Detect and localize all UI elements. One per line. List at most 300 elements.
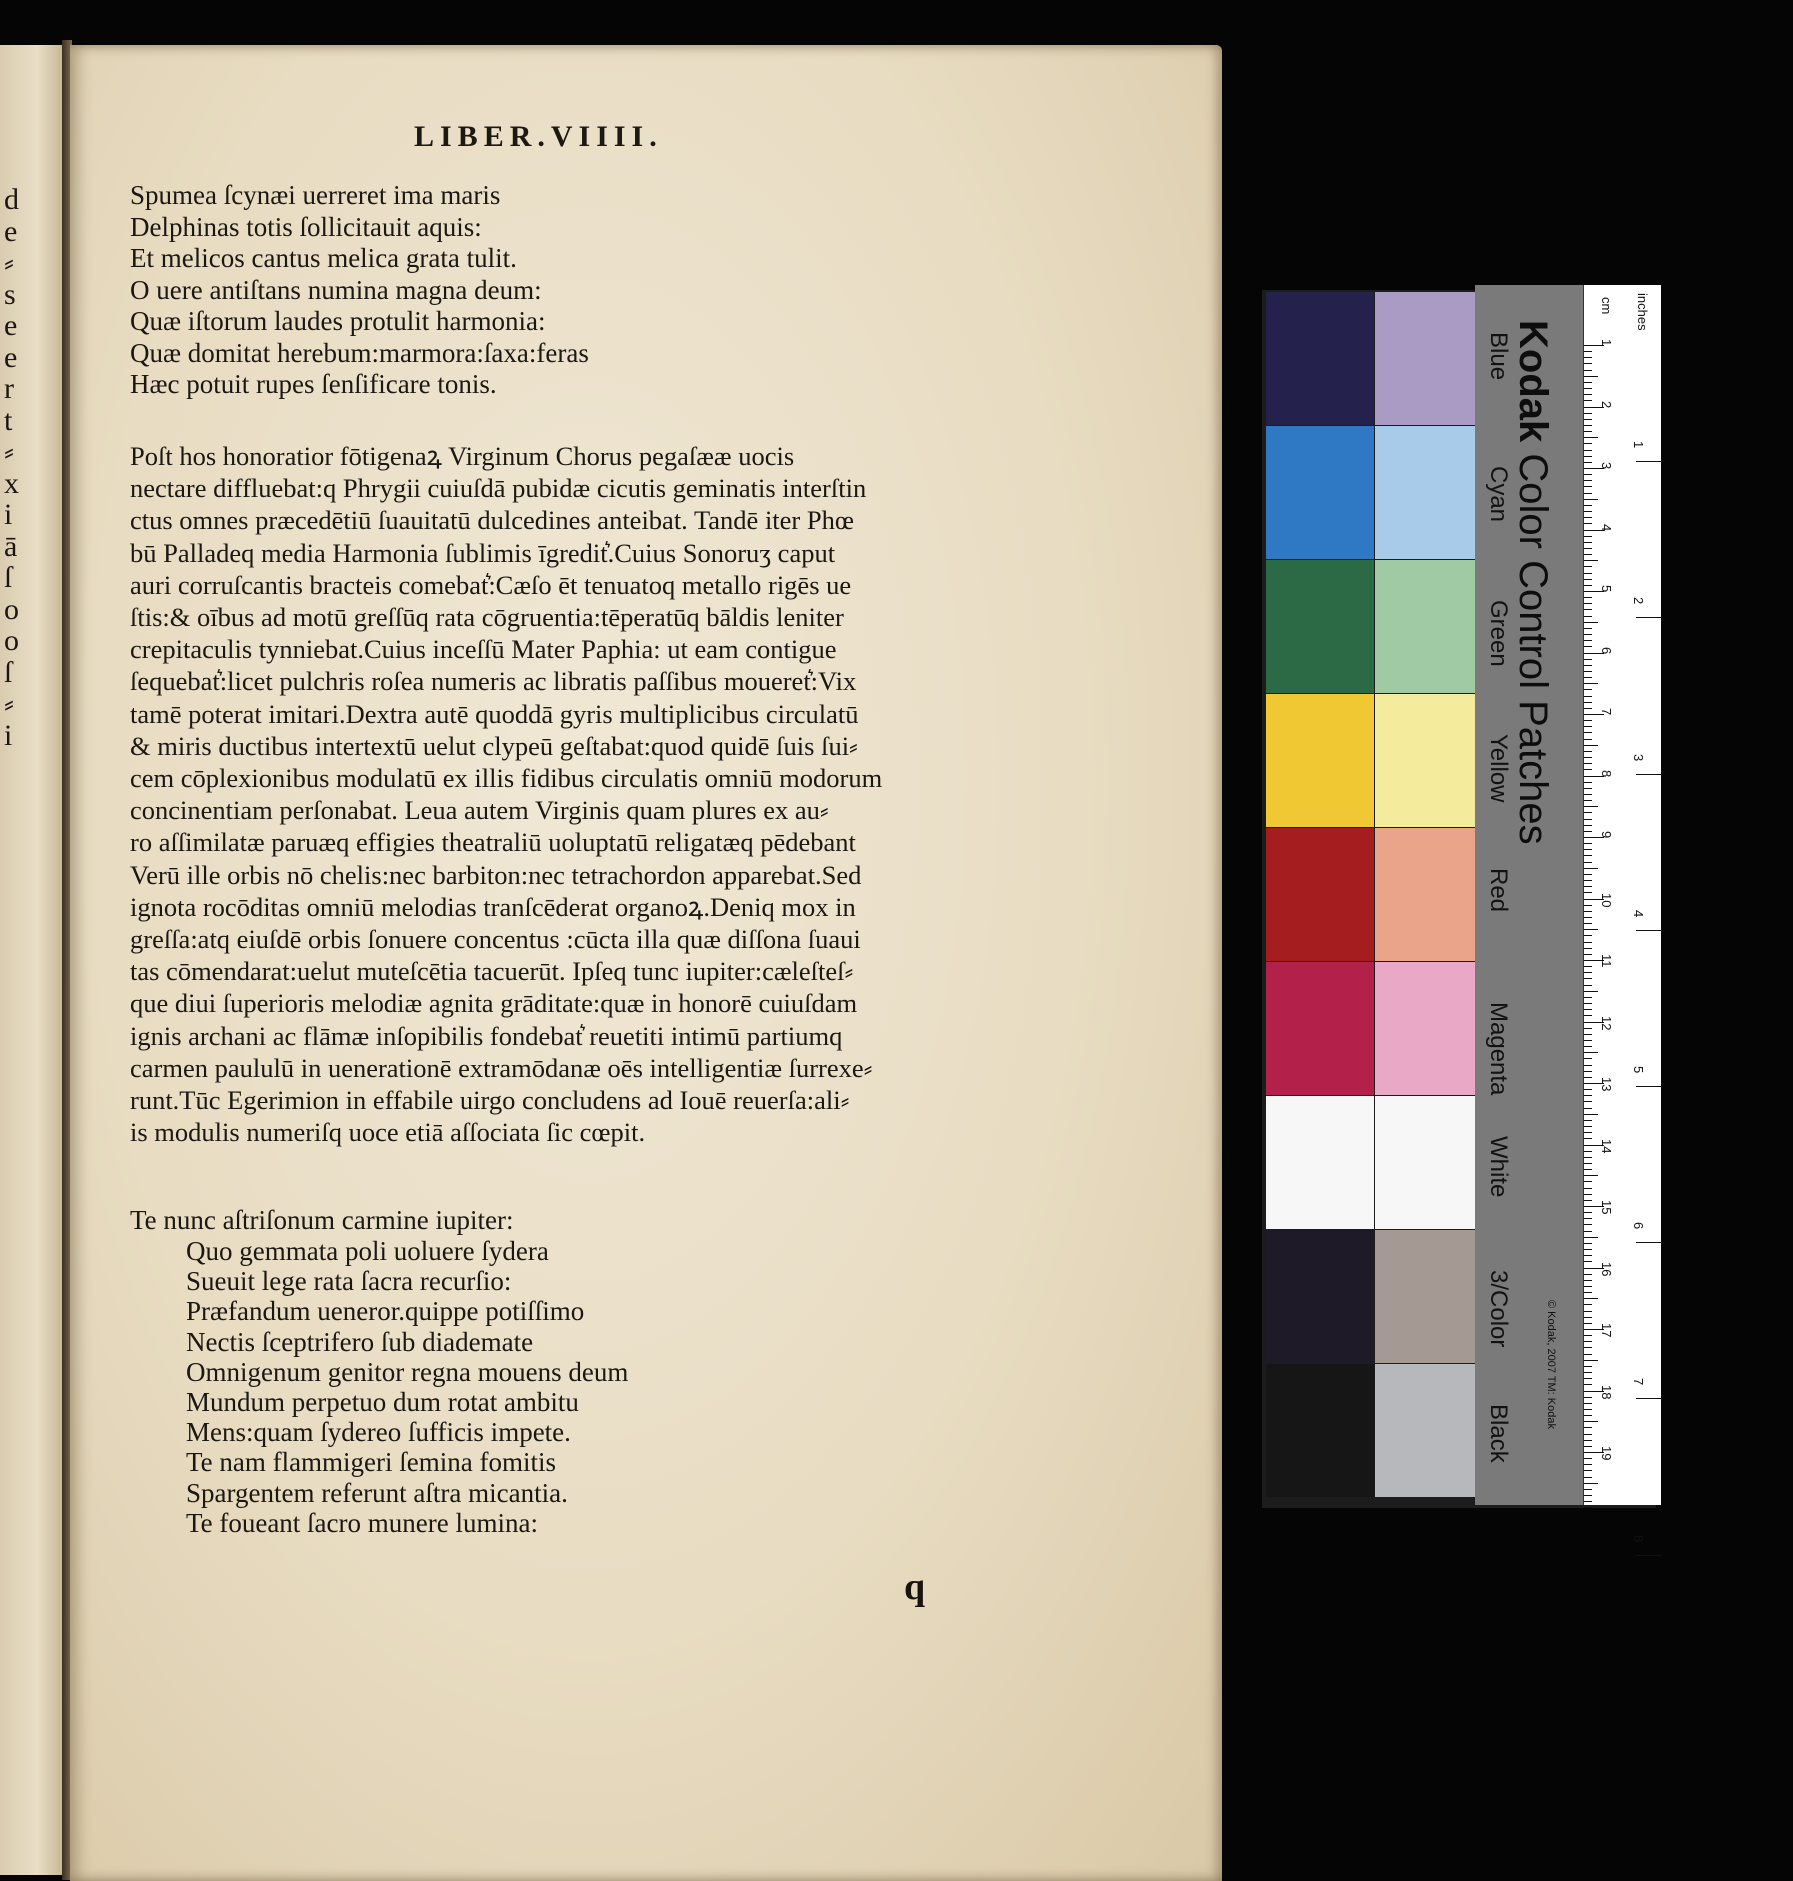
mm-tick bbox=[1584, 542, 1592, 543]
mm-tick bbox=[1584, 1483, 1598, 1484]
mm-tick bbox=[1584, 548, 1592, 549]
cm-label: 5 bbox=[1599, 585, 1614, 593]
cm-label: 6 bbox=[1599, 646, 1614, 654]
text-line: Quæ iſtorum laudes protulit harmonia: bbox=[130, 306, 546, 336]
margin-letter: i bbox=[4, 498, 13, 531]
mm-tick bbox=[1584, 1421, 1598, 1422]
text-line: Delphinas totis ſollicitauit aquis: bbox=[130, 211, 482, 242]
color-patch-dark bbox=[1266, 560, 1374, 693]
mm-tick bbox=[1584, 1071, 1592, 1072]
mm-tick bbox=[1584, 1317, 1592, 1318]
mm-tick bbox=[1584, 1427, 1592, 1428]
mm-tick bbox=[1584, 689, 1592, 690]
mm-tick bbox=[1584, 351, 1592, 352]
inch-tick bbox=[1636, 774, 1661, 775]
mm-tick bbox=[1584, 1335, 1592, 1336]
text-line: Mens:quam ſydereo ſufficis impete. bbox=[186, 1417, 571, 1448]
text-line: O uere antiſtans numina magna deum: bbox=[130, 274, 542, 305]
mm-tick bbox=[1584, 812, 1592, 813]
text-line: Hæc potuit rupes ſenſificare tonis. bbox=[130, 369, 497, 399]
inch-label: 5 bbox=[1631, 1066, 1646, 1074]
mm-tick bbox=[1584, 1477, 1592, 1478]
target-copyright: © Kodak, 2007 TM: Kodak bbox=[1545, 1300, 1557, 1429]
hymn-verse bbox=[186, 1236, 628, 1538]
margin-letter: d bbox=[4, 183, 19, 216]
mm-tick bbox=[1584, 1077, 1592, 1078]
mm-tick bbox=[1584, 923, 1592, 924]
mm-tick bbox=[1584, 997, 1592, 998]
mm-tick bbox=[1584, 1194, 1592, 1195]
mm-tick bbox=[1584, 511, 1592, 512]
text-line: is modulis numeriſq uoce etiā aſſociata ſic cœpit. bbox=[130, 1117, 646, 1148]
mm-tick bbox=[1584, 825, 1592, 826]
mm-tick bbox=[1584, 745, 1598, 746]
measuring-ruler bbox=[1583, 285, 1661, 1542]
mm-tick bbox=[1584, 431, 1592, 432]
mm-tick bbox=[1584, 1034, 1592, 1035]
mm-tick bbox=[1584, 1212, 1592, 1213]
mm-tick bbox=[1584, 1114, 1598, 1115]
mm-tick bbox=[1584, 480, 1592, 481]
margin-letter: r bbox=[4, 372, 14, 405]
mm-tick bbox=[1584, 1446, 1592, 1447]
text-line: ſtis:& oībus ad motū greſſūq rata cōgruentia:tēperatūq bāldis leniter bbox=[130, 602, 844, 633]
mm-tick bbox=[1584, 769, 1592, 770]
inch-label: 1 bbox=[1631, 441, 1646, 449]
mm-tick bbox=[1584, 357, 1592, 358]
cm-label: 15 bbox=[1599, 1200, 1614, 1215]
color-patch-light bbox=[1375, 962, 1483, 1095]
text-line: concinentiam perſonabat. Leua autem Virginis quam plures ex au⸗ bbox=[130, 795, 829, 826]
mm-tick bbox=[1584, 1415, 1592, 1416]
color-patch-dark bbox=[1266, 962, 1374, 1095]
text-line: cem cōplexionibus modulatū ex illis fidibus circulatis omniū modorum bbox=[130, 763, 883, 794]
cm-label: 13 bbox=[1599, 1077, 1614, 1092]
mm-tick bbox=[1584, 1126, 1592, 1127]
cm-label: 19 bbox=[1599, 1446, 1614, 1461]
ruler-unit-cm: cm bbox=[1599, 297, 1614, 315]
mm-tick bbox=[1584, 1286, 1592, 1287]
margin-letter: x bbox=[4, 466, 19, 500]
mm-tick bbox=[1584, 616, 1592, 617]
mm-tick bbox=[1584, 985, 1592, 986]
mm-tick bbox=[1584, 493, 1592, 494]
mm-tick bbox=[1584, 1311, 1592, 1312]
text-line: ignota rocōditas omniū melodias tranſcēderat organoꝝ.Deniq mox in bbox=[130, 891, 856, 922]
patch-label: White bbox=[1485, 1136, 1512, 1198]
margin-letter: ſ bbox=[4, 561, 13, 594]
text-line: ro aſſimilatæ paruæq effigies theatraliū uoluptatū religatæq pēdebant bbox=[130, 827, 856, 858]
mm-tick bbox=[1584, 1280, 1592, 1281]
mm-tick bbox=[1584, 1403, 1592, 1404]
text-line: que diui ſuperioris melodiæ agnita grāditate:quæ in honorē cuiuſdam bbox=[130, 988, 858, 1019]
mm-tick bbox=[1584, 1440, 1592, 1441]
mm-tick bbox=[1584, 1065, 1592, 1066]
text-line: Omnigenum genitor regna mouens deum bbox=[186, 1356, 629, 1387]
mm-tick bbox=[1584, 566, 1592, 567]
mm-tick bbox=[1584, 794, 1592, 795]
inch-tick bbox=[1636, 1398, 1661, 1399]
text-line: greſſa:atq eiuſdē orbis ſonuere concentus :cūcta illa quæ diſſona ſuaui bbox=[130, 924, 861, 955]
mm-tick bbox=[1584, 739, 1592, 740]
mm-tick bbox=[1584, 726, 1592, 727]
mm-tick bbox=[1584, 554, 1592, 555]
prose-paragraph bbox=[130, 440, 882, 1148]
text-line: Quæ domitat herebum:marmora:ſaxa:feras bbox=[130, 337, 589, 368]
margin-letter: ⸗ bbox=[4, 687, 14, 720]
mm-tick bbox=[1584, 1360, 1598, 1361]
mm-tick bbox=[1584, 1169, 1592, 1170]
mm-tick bbox=[1584, 1323, 1592, 1324]
brand-rest: Color Control Patches bbox=[1511, 442, 1555, 845]
mm-tick bbox=[1584, 1507, 1592, 1508]
margin-letter: o bbox=[4, 592, 19, 626]
mm-tick bbox=[1584, 665, 1592, 666]
mm-tick bbox=[1584, 1237, 1598, 1238]
color-patch-light bbox=[1375, 426, 1483, 559]
mm-tick bbox=[1584, 1397, 1592, 1398]
inch-tick bbox=[1636, 461, 1661, 462]
mm-tick bbox=[1584, 443, 1592, 444]
mm-tick bbox=[1584, 1157, 1592, 1158]
mm-tick bbox=[1584, 659, 1592, 660]
margin-letter: t bbox=[4, 403, 13, 437]
mm-tick bbox=[1584, 456, 1592, 457]
mm-tick bbox=[1584, 450, 1592, 451]
margin-letter: ⸗ bbox=[4, 246, 14, 279]
mm-tick bbox=[1584, 1101, 1592, 1102]
mm-tick bbox=[1584, 363, 1592, 364]
mm-tick bbox=[1584, 966, 1592, 967]
patch-label: Blue bbox=[1485, 332, 1512, 381]
cm-label: 17 bbox=[1599, 1323, 1614, 1338]
mm-tick bbox=[1584, 382, 1592, 383]
mm-tick bbox=[1584, 831, 1592, 832]
color-patch-dark bbox=[1266, 292, 1374, 425]
cm-label: 1 bbox=[1599, 339, 1614, 347]
mm-tick bbox=[1584, 800, 1592, 801]
color-patch-light bbox=[1375, 560, 1483, 693]
mm-tick bbox=[1584, 1003, 1592, 1004]
text-line: bū Palladeq media Harmonia ſublimis īgredit͛.Cuius Sonoruʒ caput bbox=[130, 537, 836, 568]
mm-tick bbox=[1584, 370, 1592, 371]
mm-tick bbox=[1584, 1181, 1592, 1182]
cm-label: 2 bbox=[1599, 400, 1614, 408]
text-line: & miris ductibus intertextū uelut clypeū geſtabat:quod quidē ſuis ſui⸗ bbox=[130, 730, 858, 761]
mm-tick bbox=[1584, 683, 1598, 684]
verse-line: Te nunc aſtriſonum carmine iupiter: bbox=[130, 1205, 514, 1235]
mm-tick bbox=[1584, 1249, 1592, 1250]
margin-letter: o bbox=[4, 624, 19, 657]
patch-label: Yellow bbox=[1485, 734, 1512, 803]
inch-tick bbox=[1636, 1555, 1661, 1556]
mm-tick bbox=[1584, 843, 1592, 844]
mm-tick bbox=[1584, 849, 1592, 850]
patch-label: Cyan bbox=[1485, 466, 1512, 523]
mm-tick bbox=[1584, 911, 1592, 912]
mm-tick bbox=[1584, 886, 1592, 887]
mm-tick bbox=[1584, 1120, 1592, 1121]
mm-tick bbox=[1584, 1058, 1592, 1059]
patch-label: 3/Color bbox=[1485, 1270, 1512, 1348]
mm-tick bbox=[1584, 782, 1592, 783]
mm-tick bbox=[1584, 1108, 1592, 1109]
mm-tick bbox=[1584, 609, 1592, 610]
color-patch-dark bbox=[1266, 828, 1374, 961]
mm-tick bbox=[1584, 419, 1592, 420]
color-patch-light bbox=[1375, 1364, 1483, 1497]
color-patch-dark bbox=[1266, 1230, 1374, 1363]
mm-tick bbox=[1584, 935, 1592, 936]
mm-tick bbox=[1584, 1501, 1592, 1502]
text-line: carmen paululū in uenerationē extramōdanæ oēs intelligentiæ ſurrexe⸗ bbox=[130, 1052, 873, 1083]
mm-tick bbox=[1584, 1347, 1592, 1348]
color-patch-light bbox=[1375, 292, 1483, 425]
mm-tick bbox=[1584, 1409, 1592, 1410]
mm-tick bbox=[1584, 708, 1592, 709]
patch-label: Red bbox=[1485, 868, 1512, 913]
cm-label: 16 bbox=[1599, 1261, 1614, 1276]
mm-tick bbox=[1584, 1095, 1592, 1096]
color-patch-light bbox=[1375, 694, 1483, 827]
mm-tick bbox=[1584, 603, 1592, 604]
text-line: ctus omnes præcedētiū ſuauitatū dulcedines anteibat. Tandē iter Phœ bbox=[130, 505, 855, 536]
mm-tick bbox=[1584, 573, 1592, 574]
inch-label: 2 bbox=[1631, 597, 1646, 605]
text-line: Mundum perpetuo dum rotat ambitu bbox=[186, 1387, 579, 1418]
mm-tick bbox=[1584, 991, 1598, 992]
mm-tick bbox=[1584, 1224, 1592, 1225]
mm-tick bbox=[1584, 757, 1592, 758]
cm-label: 4 bbox=[1599, 523, 1614, 531]
mm-tick bbox=[1584, 696, 1592, 697]
mm-tick bbox=[1584, 628, 1592, 629]
mm-tick bbox=[1584, 517, 1592, 518]
mm-tick bbox=[1584, 400, 1592, 401]
mm-tick bbox=[1584, 376, 1598, 377]
mm-tick bbox=[1584, 1163, 1592, 1164]
mm-tick bbox=[1584, 579, 1592, 580]
inch-label: 7 bbox=[1631, 1378, 1646, 1386]
mm-tick bbox=[1584, 1470, 1592, 1471]
color-patch-dark bbox=[1266, 1096, 1374, 1229]
mm-tick bbox=[1584, 1015, 1592, 1016]
mm-tick bbox=[1584, 917, 1592, 918]
mm-tick bbox=[1584, 763, 1592, 764]
color-patch-dark bbox=[1266, 1364, 1374, 1497]
cm-label: 11 bbox=[1599, 954, 1614, 968]
cm-label: 7 bbox=[1599, 708, 1614, 716]
mm-tick bbox=[1584, 1292, 1592, 1293]
mm-tick bbox=[1584, 788, 1592, 789]
text-line: Poſt hos honoratior fōtigenaꝝ Virginum Chorus pegaſææ uocis bbox=[130, 441, 795, 471]
patch-label: Magenta bbox=[1485, 1002, 1512, 1096]
text-line: Spargentem referunt aſtra micantia. bbox=[186, 1477, 568, 1508]
mm-tick bbox=[1584, 1231, 1592, 1232]
mm-tick bbox=[1584, 1188, 1592, 1189]
ruler-unit-in: inches bbox=[1635, 293, 1650, 331]
mm-tick bbox=[1584, 1132, 1592, 1133]
mm-tick bbox=[1584, 499, 1598, 500]
mm-tick bbox=[1584, 640, 1592, 641]
mm-tick bbox=[1584, 862, 1592, 863]
text-line: Et melicos cantus melica grata tulit. bbox=[130, 243, 517, 273]
cm-label: 18 bbox=[1599, 1384, 1614, 1399]
mm-tick bbox=[1584, 536, 1592, 537]
patch-label: Green bbox=[1485, 600, 1512, 667]
text-line: Verū ille orbis nō chelis:nec barbiton:nec tetrachordon apparebat.Sed bbox=[130, 859, 862, 890]
inch-label: 6 bbox=[1631, 1222, 1646, 1230]
inch-tick bbox=[1636, 1242, 1661, 1243]
color-patch-dark bbox=[1266, 426, 1374, 559]
mm-tick bbox=[1584, 1372, 1592, 1373]
inch-tick bbox=[1636, 1086, 1661, 1087]
inch-label: 4 bbox=[1631, 909, 1646, 918]
mm-tick bbox=[1584, 1040, 1592, 1041]
mm-tick bbox=[1584, 732, 1592, 733]
mm-tick bbox=[1584, 388, 1592, 389]
cm-label: 12 bbox=[1599, 1015, 1614, 1030]
mm-tick bbox=[1584, 1046, 1592, 1047]
mm-tick bbox=[1584, 1274, 1592, 1275]
margin-letter: ā bbox=[4, 529, 18, 563]
text-line: Præfandum ueneror.quippe potiſſimo bbox=[186, 1296, 585, 1327]
text-line: runt.Tūc Egerimion in effabile uirgo concludens ad Iouē reuerſa:ali⸗ bbox=[130, 1085, 850, 1116]
mm-tick bbox=[1584, 1354, 1592, 1355]
text-line: Te nam flammigeri ſemina fomitis bbox=[186, 1447, 557, 1478]
mm-tick bbox=[1584, 425, 1592, 426]
verse-top bbox=[130, 180, 589, 401]
mm-tick bbox=[1584, 523, 1592, 524]
mm-tick bbox=[1584, 942, 1592, 943]
mm-tick bbox=[1584, 819, 1592, 820]
mm-tick bbox=[1584, 1366, 1592, 1367]
color-patch-light bbox=[1375, 1230, 1483, 1363]
mm-tick bbox=[1584, 905, 1592, 906]
inch-label: 8 bbox=[1631, 1534, 1646, 1542]
mm-tick bbox=[1584, 1261, 1592, 1262]
mm-tick bbox=[1584, 978, 1592, 979]
margin-letter: e bbox=[4, 214, 18, 248]
mm-tick bbox=[1584, 646, 1592, 647]
mm-tick bbox=[1584, 622, 1598, 623]
mm-tick bbox=[1584, 462, 1592, 463]
mm-tick bbox=[1584, 855, 1592, 856]
mm-tick bbox=[1584, 1052, 1598, 1053]
mm-tick bbox=[1584, 720, 1592, 721]
mm-tick bbox=[1584, 1458, 1592, 1459]
text-line: ſequebat͛:licet pulchris roſea numeris ac libratis paſſibus moueret͛:Vix bbox=[130, 666, 857, 697]
margin-letter: ⸗ bbox=[4, 435, 14, 468]
brand-bold: Kodak bbox=[1511, 320, 1555, 443]
color-patch-dark bbox=[1266, 694, 1374, 827]
mm-tick bbox=[1584, 1304, 1592, 1305]
mm-tick bbox=[1584, 677, 1592, 678]
inch-tick bbox=[1636, 930, 1661, 931]
mm-tick bbox=[1584, 1298, 1598, 1299]
mm-tick bbox=[1584, 394, 1592, 395]
mm-tick bbox=[1584, 751, 1592, 752]
mm-tick bbox=[1584, 1218, 1592, 1219]
text-line: Te foueant ſacro munere lumina: bbox=[186, 1507, 538, 1538]
mm-tick bbox=[1584, 892, 1592, 893]
mm-tick bbox=[1584, 671, 1592, 672]
text-line: Sueuit lege rata ſacra recurſio: bbox=[186, 1266, 512, 1297]
mm-tick bbox=[1584, 1255, 1592, 1256]
mm-tick bbox=[1584, 806, 1598, 807]
cm-label: 3 bbox=[1599, 462, 1614, 470]
patch-label: Black bbox=[1485, 1404, 1512, 1463]
cm-label: 8 bbox=[1599, 769, 1614, 777]
text-line: Quo gemmata poli uoluere ſydera bbox=[186, 1236, 549, 1266]
mm-tick bbox=[1584, 1138, 1592, 1139]
mm-tick bbox=[1584, 1495, 1592, 1496]
mm-tick bbox=[1584, 1434, 1592, 1435]
text-line: auri corruſcantis bracteis comebat͛:Cæſo ēt tenuatoq metallo rigēs ue bbox=[130, 569, 852, 600]
mm-tick bbox=[1584, 1009, 1592, 1010]
inch-label: 3 bbox=[1631, 753, 1646, 761]
mm-tick bbox=[1584, 702, 1592, 703]
mm-tick bbox=[1584, 1028, 1592, 1029]
target-brand bbox=[1510, 320, 1555, 845]
mm-tick bbox=[1584, 634, 1592, 635]
mm-tick bbox=[1584, 1089, 1592, 1090]
facing-page-edge bbox=[0, 45, 65, 1875]
mm-tick bbox=[1584, 972, 1592, 973]
mm-tick bbox=[1584, 1341, 1592, 1342]
mm-tick bbox=[1584, 560, 1598, 561]
text-line: tamē poterat imitari.Dextra autē quoddā gyris multiplicibus circulatū bbox=[130, 698, 859, 729]
text-line: Spumea ſcynæi uerreret ima maris bbox=[130, 180, 501, 210]
cm-label: 14 bbox=[1599, 1138, 1614, 1153]
mm-tick bbox=[1584, 954, 1592, 955]
mm-tick bbox=[1584, 948, 1592, 949]
mm-tick bbox=[1584, 1378, 1592, 1379]
mm-tick bbox=[1584, 1384, 1592, 1385]
mm-tick bbox=[1584, 413, 1592, 414]
mm-tick bbox=[1584, 505, 1592, 506]
mm-tick bbox=[1584, 880, 1592, 881]
mm-tick bbox=[1584, 874, 1592, 875]
running-head: LIBER.VIIII. bbox=[414, 120, 663, 153]
mm-tick bbox=[1584, 585, 1592, 586]
mm-tick bbox=[1584, 1243, 1592, 1244]
margin-letter: e bbox=[4, 309, 18, 342]
cm-label: 9 bbox=[1599, 831, 1614, 839]
mm-tick bbox=[1584, 486, 1592, 487]
margin-letter: ſ bbox=[4, 655, 13, 689]
color-patch-light bbox=[1375, 1096, 1483, 1229]
hymn-first-line bbox=[130, 1205, 513, 1236]
mm-tick bbox=[1584, 929, 1598, 930]
signature-mark: q bbox=[904, 1566, 926, 1608]
mm-tick bbox=[1584, 597, 1592, 598]
mm-tick bbox=[1584, 437, 1598, 438]
mm-tick bbox=[1584, 1151, 1592, 1152]
margin-letter: s bbox=[4, 277, 16, 311]
color-patch-light bbox=[1375, 828, 1483, 961]
margin-letter: e bbox=[4, 340, 18, 374]
text-line: crepitaculis tynniebat.Cuius inceſſū Mater Paphia: ut eam contigue bbox=[130, 634, 837, 665]
mm-tick bbox=[1584, 474, 1592, 475]
mm-tick bbox=[1584, 1489, 1592, 1490]
mm-tick bbox=[1584, 1464, 1592, 1465]
text-line: tas cōmendarat:uelut muteſcētia tacuerūt. Ipſeq tunc iupiter:cæleſteſ⸗ bbox=[130, 956, 854, 987]
mm-tick bbox=[1584, 1200, 1592, 1201]
margin-letter: i bbox=[4, 718, 13, 752]
text-line: Nectis ſceptrifero ſub diademate bbox=[186, 1326, 534, 1357]
mm-tick bbox=[1584, 1175, 1598, 1176]
